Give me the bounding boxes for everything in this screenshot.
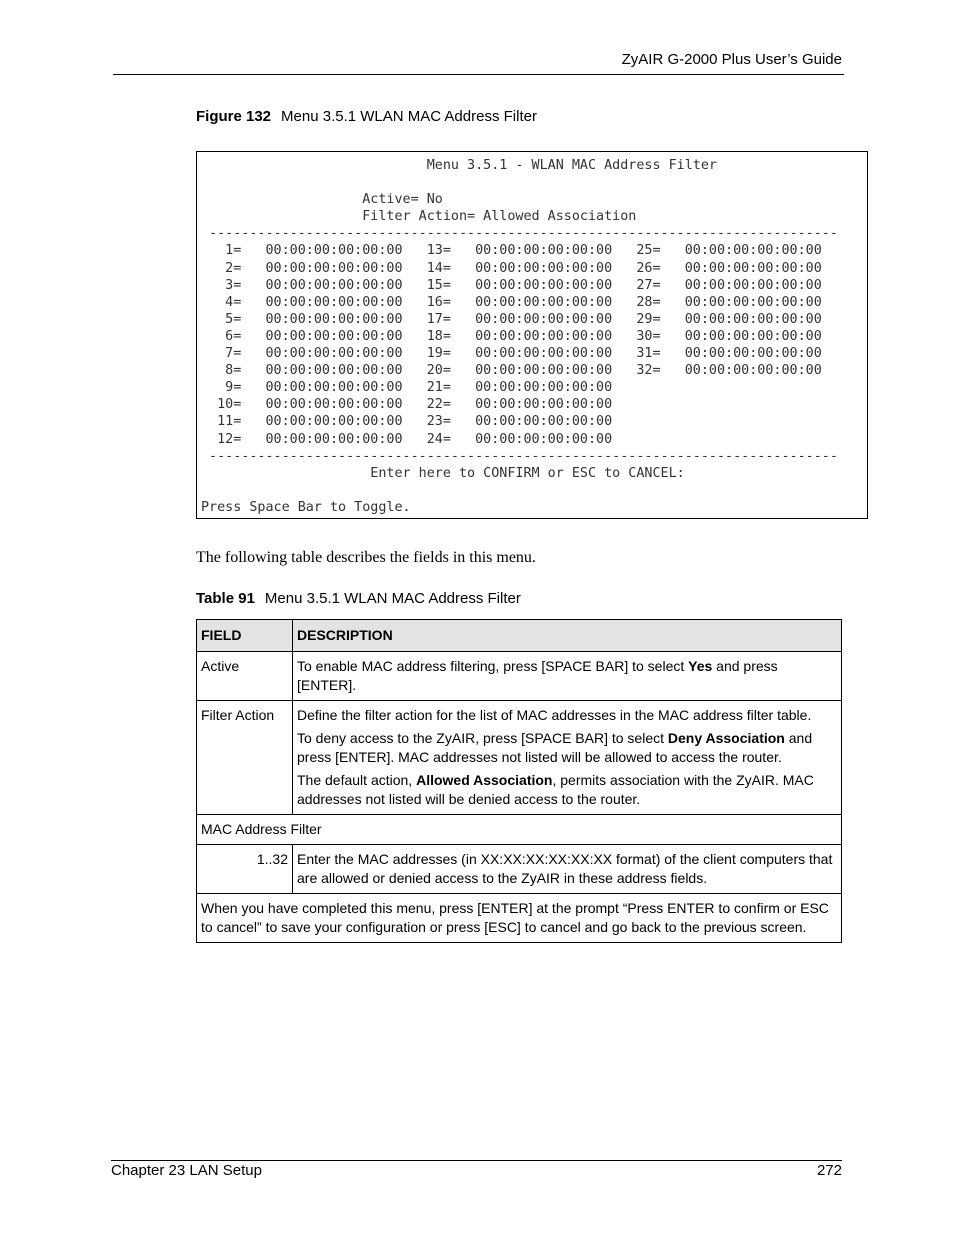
desc-bold: Yes bbox=[688, 658, 713, 674]
field-cell: Filter Action bbox=[197, 701, 293, 815]
terminal-text: Menu 3.5.1 - WLAN MAC Address Filter Active= No Filter Action= Allowed Association ------------------------------------------------------------------------------ 1= 00:00:00:00:00:00 13= 00:00:00:00:00:00 25= 00:00:00:00:00:00 2= 00:00:00:00:00:00 14= 00:00:00:00:00:00 26= 00:00:00:00:00:00 3= 00:00:00:00:00:00 15= 00:00:00:00:00:00 27= 00:00:00:00:00:00 4= 00:00:00:00:00:00 16= 00:00:00:00:00:00 28= 00:00:00:00:00:00 5= 00:00:00:00:00:00 17= 00:00:00:00:00:00 29= 00:00:00:00:00:00 6= 00:00:00:00:00:00 18= 00:00:00:00:00:00 30= 00:00:00:00:00:00 7= 00:00:00:00:00:00 19= 00:00:00:00:00:00 31= 00:00:00:00:00:00 8= 00:00:00:00:00:00 20= 00:00:00:00:00:00 32= 00:00:00:00:00:00 9= 00:00:00:00:00:00 21= 00:00:00:00:00:00 10= 00:00:00:00:00:00 22= 00:00:00:00:00:00 11= 00:00:00:00:00:00 23= 00:00:00:00:00:00 12= 00:00:00:00:00:00 24= 00:00:00:00:00:00 ------------------------------------------------------------------------------ Enter here to CONFIRM or ESC to CANCEL: Press Space Bar to Toggle. bbox=[201, 158, 838, 515]
field-cell: Active bbox=[197, 652, 293, 701]
table-header-row bbox=[197, 620, 842, 652]
desc-text: and press [ENTER]. bbox=[297, 658, 778, 693]
header-rule bbox=[113, 74, 844, 75]
desc-bold: Deny Association bbox=[667, 730, 785, 746]
table-row bbox=[197, 845, 842, 894]
intro-text: The following table describes the fields in this menu. bbox=[196, 549, 536, 566]
table-title: Menu 3.5.1 WLAN MAC Address Filter bbox=[264, 590, 521, 607]
table-row bbox=[197, 894, 842, 943]
table-caption bbox=[196, 590, 521, 607]
description-header: DESCRIPTION bbox=[293, 620, 842, 652]
terminal-screen bbox=[196, 151, 868, 519]
table-row bbox=[197, 815, 842, 845]
page-number: 272 bbox=[816, 1162, 842, 1179]
footer-note-cell: When you have completed this menu, press [ENTER] at the prompt “Press ENTER to confirm or ESC to cancel” to save your configuration or press [ESC] to cancel and go back to the previous screen. bbox=[197, 894, 842, 943]
desc-text: The default action, bbox=[297, 772, 417, 788]
desc-text: , permits association with the ZyAIR. MAC addresses not listed will be denied access to the router. bbox=[297, 772, 814, 807]
description-cell bbox=[293, 652, 842, 701]
table-row bbox=[197, 652, 842, 701]
desc-paragraph: Define the filter action for the list of MAC addresses in the MAC address filter table. bbox=[297, 707, 812, 723]
figure-label: Figure 132 bbox=[196, 108, 272, 125]
desc-paragraph bbox=[297, 729, 837, 767]
description-cell: Enter the MAC addresses (in XX:XX:XX:XX:XX:XX format) of the client computers that are allowed or denied access to the ZyAIR in these address fields. bbox=[293, 845, 842, 894]
desc-paragraph bbox=[297, 771, 837, 809]
field-cell: 1..32 bbox=[197, 845, 293, 894]
footer-rule bbox=[111, 1160, 842, 1161]
page-header-title: ZyAIR G-2000 Plus User’s Guide bbox=[621, 51, 842, 68]
table-label: Table 91 bbox=[196, 590, 255, 607]
desc-text: To deny access to the ZyAIR, press [SPACE BAR] to select bbox=[297, 730, 668, 746]
description-cell bbox=[293, 701, 842, 815]
desc-text: To enable MAC address filtering, press [SPACE BAR] to select bbox=[297, 658, 689, 674]
footer-chapter: Chapter 23 LAN Setup bbox=[111, 1162, 262, 1179]
figure-title: Menu 3.5.1 WLAN MAC Address Filter bbox=[281, 108, 537, 125]
section-cell: MAC Address Filter bbox=[197, 815, 842, 845]
field-header: FIELD bbox=[197, 620, 293, 652]
field-description-table bbox=[196, 619, 842, 943]
desc-text: and press [ENTER]. MAC addresses not listed will be allowed to access the router. bbox=[297, 730, 813, 765]
table-row bbox=[197, 701, 842, 815]
desc-bold: Allowed Association bbox=[416, 772, 553, 788]
figure-caption bbox=[196, 108, 537, 125]
